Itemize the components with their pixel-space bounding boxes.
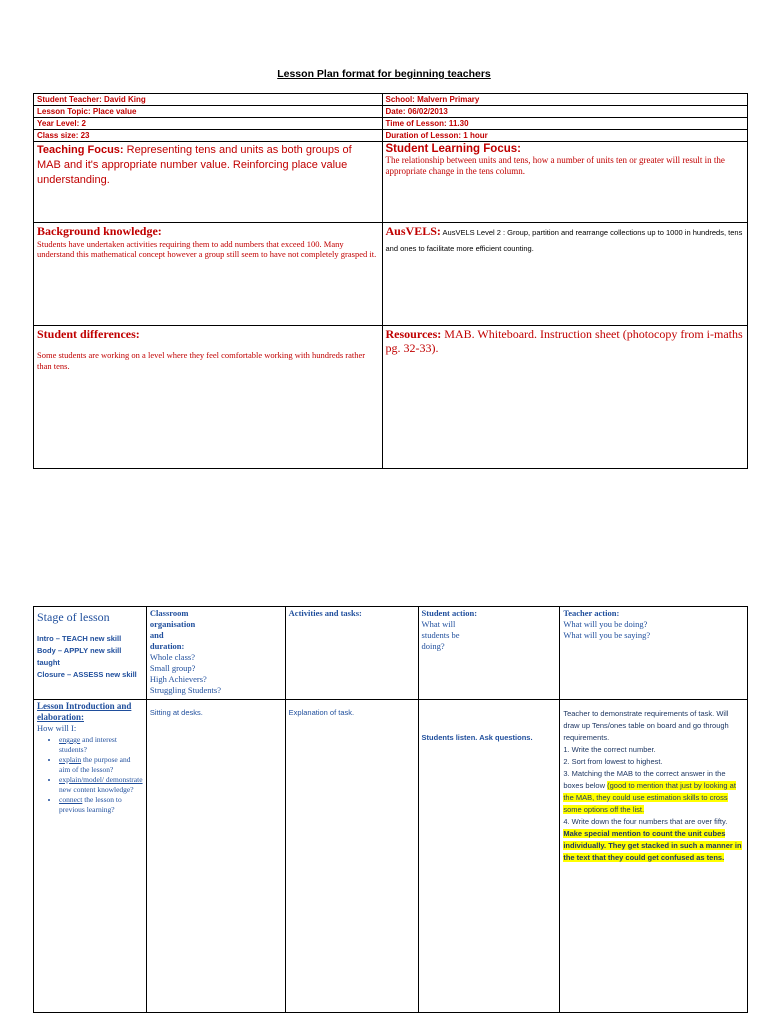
explanation-cell: Explanation of task. — [285, 700, 418, 1013]
resources-label: Resources: — [385, 327, 442, 341]
classroom-heading-1: Classroom — [149, 608, 189, 618]
student-teacher-cell: Student Teacher: David King — [34, 94, 383, 106]
teacher-highlight-1: (good to mention that just by looking at the MAB, they could use estimation skills to cross some options off the list. — [563, 781, 736, 814]
date-cell: Date: 06/02/2013 — [382, 106, 747, 118]
classroom-heading-2: organisation — [149, 619, 196, 629]
teacher-action-sub-1: What will you be doing? — [563, 619, 648, 629]
stage-closure: Closure – ASSESS new skill — [37, 670, 137, 679]
ausvels-label: AusVELS: — [385, 224, 441, 238]
classroom-heading-4: duration: — [149, 641, 185, 651]
teaching-focus-cell — [34, 142, 383, 223]
class-size-cell: Class size: 23 — [34, 130, 383, 142]
intro-bullet-list — [37, 735, 143, 814]
teaching-focus-label: Teaching Focus: — [37, 144, 124, 156]
year-level-cell: Year Level: 2 — [34, 118, 383, 130]
classroom-sub-4: Struggling Students? — [149, 685, 221, 695]
school-cell: School: Malvern Primary — [382, 94, 747, 106]
classroom-sub-1: Whole class? — [149, 652, 195, 662]
teacher-line-2: 2. Sort from lowest to highest. — [563, 757, 663, 766]
stage-heading: Stage of lesson — [37, 610, 110, 624]
sitting-cell: Sitting at desks. — [146, 700, 285, 1013]
teacher-line-1: 1. Write the correct number. — [563, 745, 656, 754]
stage-table — [33, 606, 748, 1013]
resources-cell — [382, 326, 747, 469]
background-knowledge-cell — [34, 223, 383, 326]
lesson-info-table — [33, 93, 748, 469]
bullet-engage: • engage and interest students? — [59, 735, 143, 754]
stage-heading-cell — [34, 607, 147, 700]
classroom-heading-cell — [146, 607, 285, 700]
bullet-connect: • connect the lesson to previous learning? — [59, 795, 143, 814]
student-differences-cell — [34, 326, 383, 469]
ausvels-text: AusVELS Level 2 : Group, partition and rearrange collections up to 1000 in hundreds, tens and ones to facilitate more efficient counting. — [385, 228, 743, 253]
intro-heading: Lesson Introduction and elaboration: — [37, 701, 132, 722]
classroom-heading-3: and — [149, 630, 164, 640]
resources-text: MAB. Whiteboard. Instruction sheet (photocopy from i-maths pg. 32-33). — [385, 327, 743, 355]
teacher-action-heading-cell — [560, 607, 748, 700]
teacher-line-3: 3. Matching the MAB to the correct answer in the boxes below — [563, 769, 726, 790]
teacher-action-cell — [560, 700, 748, 1013]
teacher-highlight-2: Make special mention to count the unit cubes individually. They get stacked in such a manner in the text that they could get confused as tens. — [563, 829, 742, 862]
teacher-line-intro: Teacher to demonstrate requirements of task. Will draw up Tens/ones table on board and go through requirements. — [563, 709, 729, 742]
background-label: Background knowledge: — [37, 224, 162, 238]
student-learning-focus-text: The relationship between units and tens, how a number of units ten or greater will result in the appropriate change in the tens column. — [385, 155, 725, 176]
teacher-line-4: 4. Write down the four numbers that are over fifty. — [563, 817, 728, 826]
ausvels-cell — [382, 223, 747, 326]
bullet-demonstrate: • explain/model/ demonstrate new content knowledge? — [59, 775, 143, 794]
teacher-action-heading: Teacher action: — [563, 608, 620, 618]
document-title: Lesson Plan format for beginning teachers — [277, 68, 491, 80]
students-listen-cell: Students listen. Ask questions. — [418, 700, 560, 1013]
activities-heading-cell: Activities and tasks: — [285, 607, 418, 700]
student-action-heading-cell — [418, 607, 560, 700]
stage-body: Body – APPLY new skill taught — [37, 646, 122, 667]
duration-cell: Duration of Lesson: 1 hour — [382, 130, 747, 142]
teacher-action-sub-2: What will you be saying? — [563, 630, 651, 640]
student-learning-focus-cell — [382, 142, 747, 223]
stage-intro: Intro – TEACH new skill — [37, 634, 122, 643]
lesson-topic-cell: Lesson Topic: Place value — [34, 106, 383, 118]
student-differences-label: Student differences: — [37, 327, 140, 341]
student-action-sub: What will students be doing? — [421, 619, 460, 651]
background-text: Students have undertaken activities requiring them to add numbers that exceed 100. Many understand this mathematical concept however a group still seem to have not completely grasped it. — [37, 239, 377, 259]
bullet-explain: • explain the purpose and aim of the lesson? — [59, 755, 143, 774]
classroom-sub-3: High Achievers? — [149, 674, 207, 684]
intro-cell — [34, 700, 147, 1013]
student-differences-text: Some students are working on a level where they feel comfortable working with hundreds rather than tens. — [37, 350, 366, 371]
how-will-i: How will I: — [37, 723, 77, 733]
time-of-lesson-cell: Time of Lesson: 11.30 — [382, 118, 747, 130]
classroom-sub-2: Small group? — [149, 663, 196, 673]
teaching-focus-text: Representing tens and units as both groups of MAB and it's appropriate number value. Reinforcing place value understanding. — [37, 144, 352, 186]
student-learning-focus-label: Student Learning Focus: — [385, 143, 521, 155]
student-action-heading: Student action: — [421, 608, 478, 618]
